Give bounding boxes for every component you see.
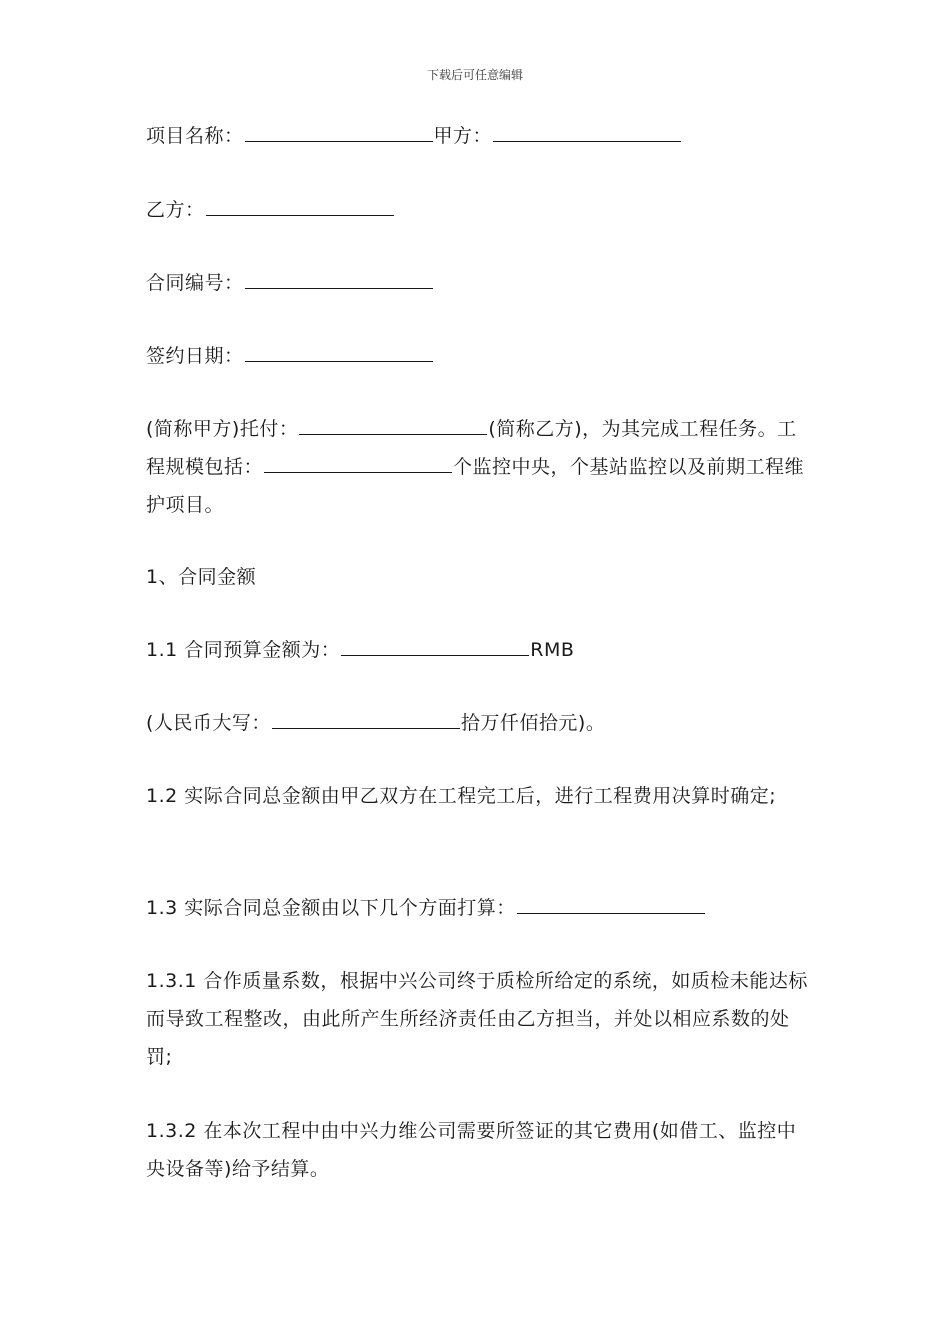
currency-unit: RMB bbox=[530, 639, 575, 661]
clause-1-2: 1.2 实际合同总金额由甲乙双方在工程完工后，进行工程费用决算时确定; bbox=[146, 785, 777, 807]
clause-1-3 bbox=[146, 889, 810, 927]
clause-1-3-2: 1.3.2 在本次工程中由中兴力维公司需要所签证的其它费用(如借工、监控中央设备等)给予结算。 bbox=[146, 1120, 797, 1180]
party-b-line bbox=[146, 191, 810, 229]
sign-date-blank[interactable] bbox=[245, 341, 433, 362]
page-header: 下载后可任意编辑 bbox=[426, 68, 523, 82]
party-a-blank[interactable] bbox=[493, 121, 681, 142]
sign-date-line bbox=[146, 337, 810, 375]
rmb-text-2: 拾万仟佰拾元)。 bbox=[460, 712, 606, 734]
contract-no-line bbox=[146, 264, 810, 302]
intro-text-1: (简称甲方)托付： bbox=[146, 418, 299, 440]
scale-blank[interactable] bbox=[264, 452, 452, 473]
clause-1-3-text: 1.3 实际合同总金额由以下几个方面打算： bbox=[146, 897, 516, 919]
clause-1-3-1: 1.3.1 合作质量系数，根据中兴公司终于质检所给定的系统，如质检未能达标而导致工程整改，由此所产生所经济责任由乙方担当，并处以相应系数的处罚; bbox=[146, 970, 808, 1068]
party-b-label: 乙方： bbox=[146, 199, 205, 221]
clause-1-1 bbox=[146, 631, 810, 669]
project-name-blank[interactable] bbox=[245, 121, 433, 142]
contract-no-label: 合同编号： bbox=[146, 272, 244, 294]
rmb-uppercase-blank[interactable] bbox=[272, 708, 460, 729]
project-party-a-line bbox=[146, 117, 810, 155]
party-b-blank[interactable] bbox=[206, 195, 394, 216]
rmb-uppercase-line bbox=[146, 704, 810, 742]
project-name-label: 项目名称： bbox=[146, 125, 244, 147]
section-1-title: 1、合同金额 bbox=[146, 566, 257, 588]
intro-paragraph bbox=[146, 410, 810, 524]
rmb-text-1: (人民币大写： bbox=[146, 712, 271, 734]
intro-text-2: (简称乙方)，为其完成工程任务。工程规模包括： bbox=[146, 418, 797, 478]
calculation-blank[interactable] bbox=[517, 893, 705, 914]
sign-date-label: 签约日期： bbox=[146, 345, 244, 367]
budget-amount-blank[interactable] bbox=[341, 635, 529, 656]
intro-text-3: 个监控中央，个基站监控以及前期工程维护项目。 bbox=[146, 456, 805, 516]
contract-no-blank[interactable] bbox=[245, 268, 433, 289]
party-a-label: 甲方： bbox=[433, 125, 493, 147]
entrust-party-blank[interactable] bbox=[299, 414, 487, 435]
clause-1-1-text: 1.1 合同预算金额为： bbox=[146, 639, 341, 661]
